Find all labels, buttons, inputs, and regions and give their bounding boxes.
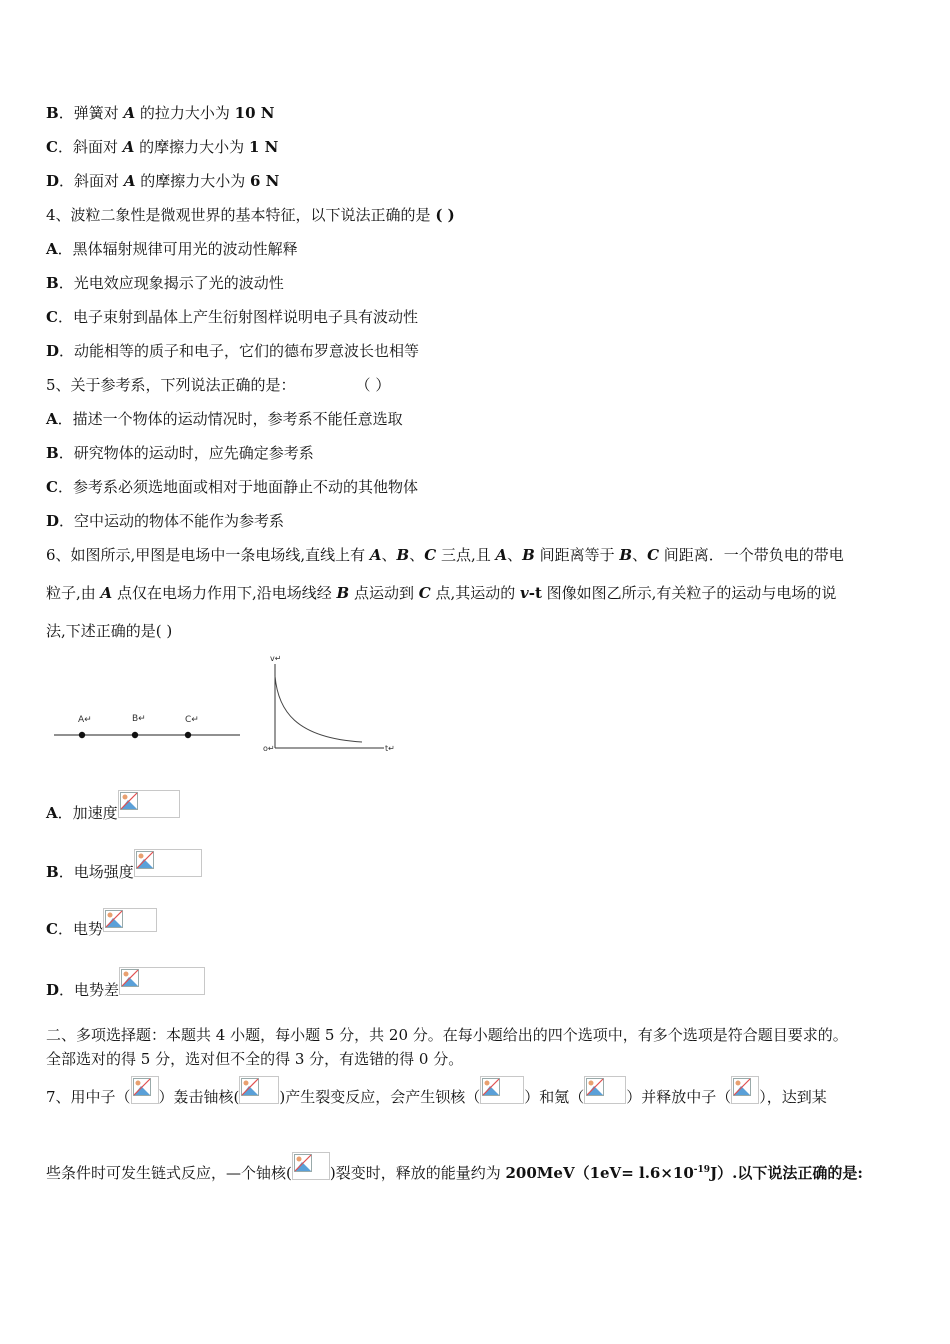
option-letter: A [46,410,58,428]
option-letter: C [46,920,58,938]
option-letter: D [46,512,60,530]
text: 三点,且 [436,546,496,564]
q4-option-b: B．光电效应现象揭示了光的波动性 [46,274,284,292]
option-text: 电子束射到晶体上产生衍射图样说明电子具有波动性 [72,308,418,326]
text: 间距离等于 [534,546,620,564]
option-letter: D [46,172,60,190]
exponent: -19 [693,1165,711,1175]
text: ），达到某 [759,1088,827,1106]
option-text: 电势 [72,920,103,938]
text: J）.以下说法正确的是: [710,1164,863,1182]
text: 、 [507,546,523,564]
var-b: B [396,546,410,564]
option-letter: A [46,240,58,258]
label-b: B↵ [132,714,146,724]
q3-option-b: B．弹簧对 A 的拉力大小为 10 N [46,104,275,122]
q5-stem [46,375,390,395]
q6-stem-line2 [46,583,836,603]
broken-image-icon [118,790,180,818]
point-b [132,732,138,738]
point-a [79,732,85,738]
label-c: C↵ [185,715,199,725]
option-text: 的摩擦力大小为 [135,172,250,190]
q6-option-d: D．电势差 [46,977,205,1005]
var-c: C [418,584,431,602]
text: 6、如图所示,甲图是电场中一条电场线,直线上有 [46,546,370,564]
text: ）和氪（ [524,1088,585,1106]
q6-option-a: A．加速度 [46,800,180,828]
broken-image-icon [292,1152,330,1180]
q6-option-b: B．电场强度 [46,859,202,887]
point-c [185,732,191,738]
text: ）轰击铀核( [158,1088,240,1106]
broken-image-icon [731,1076,759,1104]
text: 间距离．一个带负电的带电 [659,546,844,564]
q6-stem-line3 [46,621,172,641]
broken-image-icon [134,849,202,877]
q6-figure [50,650,400,760]
q5-option-a: A．描述一个物体的运动情况时，参考系不能任意选取 [46,410,403,428]
var-a: A [123,104,136,122]
section-text: 二、多项选择题：本题共 4 小题，每小题 5 分，共 20 分。在每小题给出的四个选项中，有多个选项是符合题目要求的。 [46,1026,848,1044]
text: 些条件时可发生链式反应，—个铀核( [46,1164,292,1182]
text: 法,下述正确的是( ) [46,622,173,640]
option-text: 斜面对 [74,172,124,190]
option-letter: C [46,478,58,496]
var-b: B [522,546,535,564]
broken-image-icon [103,908,157,932]
option-text: 黑体辐射规律可用光的波动性解释 [72,240,298,258]
option-letter: D [46,342,60,360]
option-letter: D [46,981,60,999]
option-letter: B [46,104,59,122]
option-letter: B [46,444,59,462]
text: )裂变时，释放的能量约为 [329,1164,506,1182]
answer-paren: （ ） [355,376,391,394]
text: )产生裂变反应，会产生钡核（ [279,1088,481,1106]
text: 点运动到 [349,584,419,602]
q3-option-d: D．斜面对 A 的摩擦力大小为 6 N [46,172,280,190]
question-text: 5、关于参考系，下列说法正确的是： [46,376,296,394]
option-text: 的摩擦力大小为 [134,138,249,156]
option-text: 的拉力大小为 [135,104,235,122]
text: 图像如图乙所示,有关粒子的运动与电场的说 [541,584,837,602]
option-text: 电势差 [74,981,120,999]
option-letter: C [46,308,58,326]
section2-heading [46,1025,848,1045]
var-b: B [336,584,350,602]
text: 点仅在电场力作用下,沿电场线经 [112,584,337,602]
option-letter: A [46,804,58,822]
broken-image-icon [119,967,205,995]
option-text: 光电效应现象揭示了光的波动性 [73,274,284,292]
q6-stem-line1 [46,545,844,565]
var-c: C [424,546,437,564]
q3-option-c: C．斜面对 A 的摩擦力大小为 1 N [46,138,279,156]
broken-image-icon [584,1076,626,1104]
q6-option-c: C．电势 [46,918,157,942]
q7-stem-line1 [46,1084,827,1112]
broken-image-icon [131,1076,159,1104]
field-line-figure [54,714,240,738]
section2-heading-line2 [46,1049,463,1069]
option-letter: B [46,863,59,881]
text: 7、用中子（ [46,1088,131,1106]
var-t: -t [528,584,542,602]
section-text: 全部选对的得 5 分，选对但不全的得 3 分，有选错的得 0 分。 [46,1050,464,1068]
text: 粒子,由 [46,584,101,602]
text: 、 [409,546,425,564]
q5-option-c: C．参考系必须选地面或相对于地面静止不动的其他物体 [46,478,418,496]
var-b: B [619,546,633,564]
var-c: C [647,546,660,564]
vt-curve [275,676,362,742]
option-text: 空中运动的物体不能作为参考系 [74,512,285,530]
var-a: A [122,138,135,156]
broken-image-icon [239,1076,279,1104]
v-label: v↵ [270,654,282,663]
option-value: 6 N [250,172,280,190]
var-v: v [520,584,529,602]
option-value: 10 N [234,104,275,122]
broken-image-icon [480,1076,524,1104]
energy-value: 200MeV（1eV= l.6×10 [505,1164,694,1182]
option-letter: C [46,138,58,156]
option-text: 斜面对 [72,138,123,156]
option-text: 弹簧对 [73,104,124,122]
option-text: 电场强度 [73,863,134,881]
text: 、 [381,546,397,564]
var-a: A [100,584,113,602]
option-text: 研究物体的运动时，应先确定参考系 [73,444,314,462]
text: 、 [632,546,648,564]
var-a: A [495,546,508,564]
q4-stem [46,205,455,225]
text: 点,其运动的 [430,584,520,602]
q4-option-d: D．动能相等的质子和电子，它们的德布罗意波长也相等 [46,342,420,360]
q7-stem-line2 [46,1160,863,1188]
option-text: 加速度 [72,804,118,822]
q4-option-a: A．黑体辐射规律可用光的波动性解释 [46,240,298,258]
option-text: 参考系必须选地面或相对于地面静止不动的其他物体 [72,478,418,496]
answer-paren: ( ) [435,206,455,224]
q4-option-c: C．电子束射到晶体上产生衍射图样说明电子具有波动性 [46,308,418,326]
t-label: t↵ [385,744,395,753]
text: ）并释放中子（ [626,1088,732,1106]
question-text: 4、波粒二象性是微观世界的基本特征，以下说法正确的是 [46,206,431,224]
label-a: A↵ [78,715,92,725]
q5-option-d: D．空中运动的物体不能作为参考系 [46,512,285,530]
option-text: 动能相等的质子和电子，它们的德布罗意波长也相等 [74,342,420,360]
vt-graph [263,654,395,753]
var-a: A [123,172,136,190]
var-a: A [369,546,382,564]
option-text: 描述一个物体的运动情况时，参考系不能任意选取 [72,410,403,428]
option-value: 1 N [248,138,279,156]
option-letter: B [46,274,59,292]
origin-label: o↵ [263,744,275,753]
q5-option-b: B．研究物体的运动时，应先确定参考系 [46,444,314,462]
